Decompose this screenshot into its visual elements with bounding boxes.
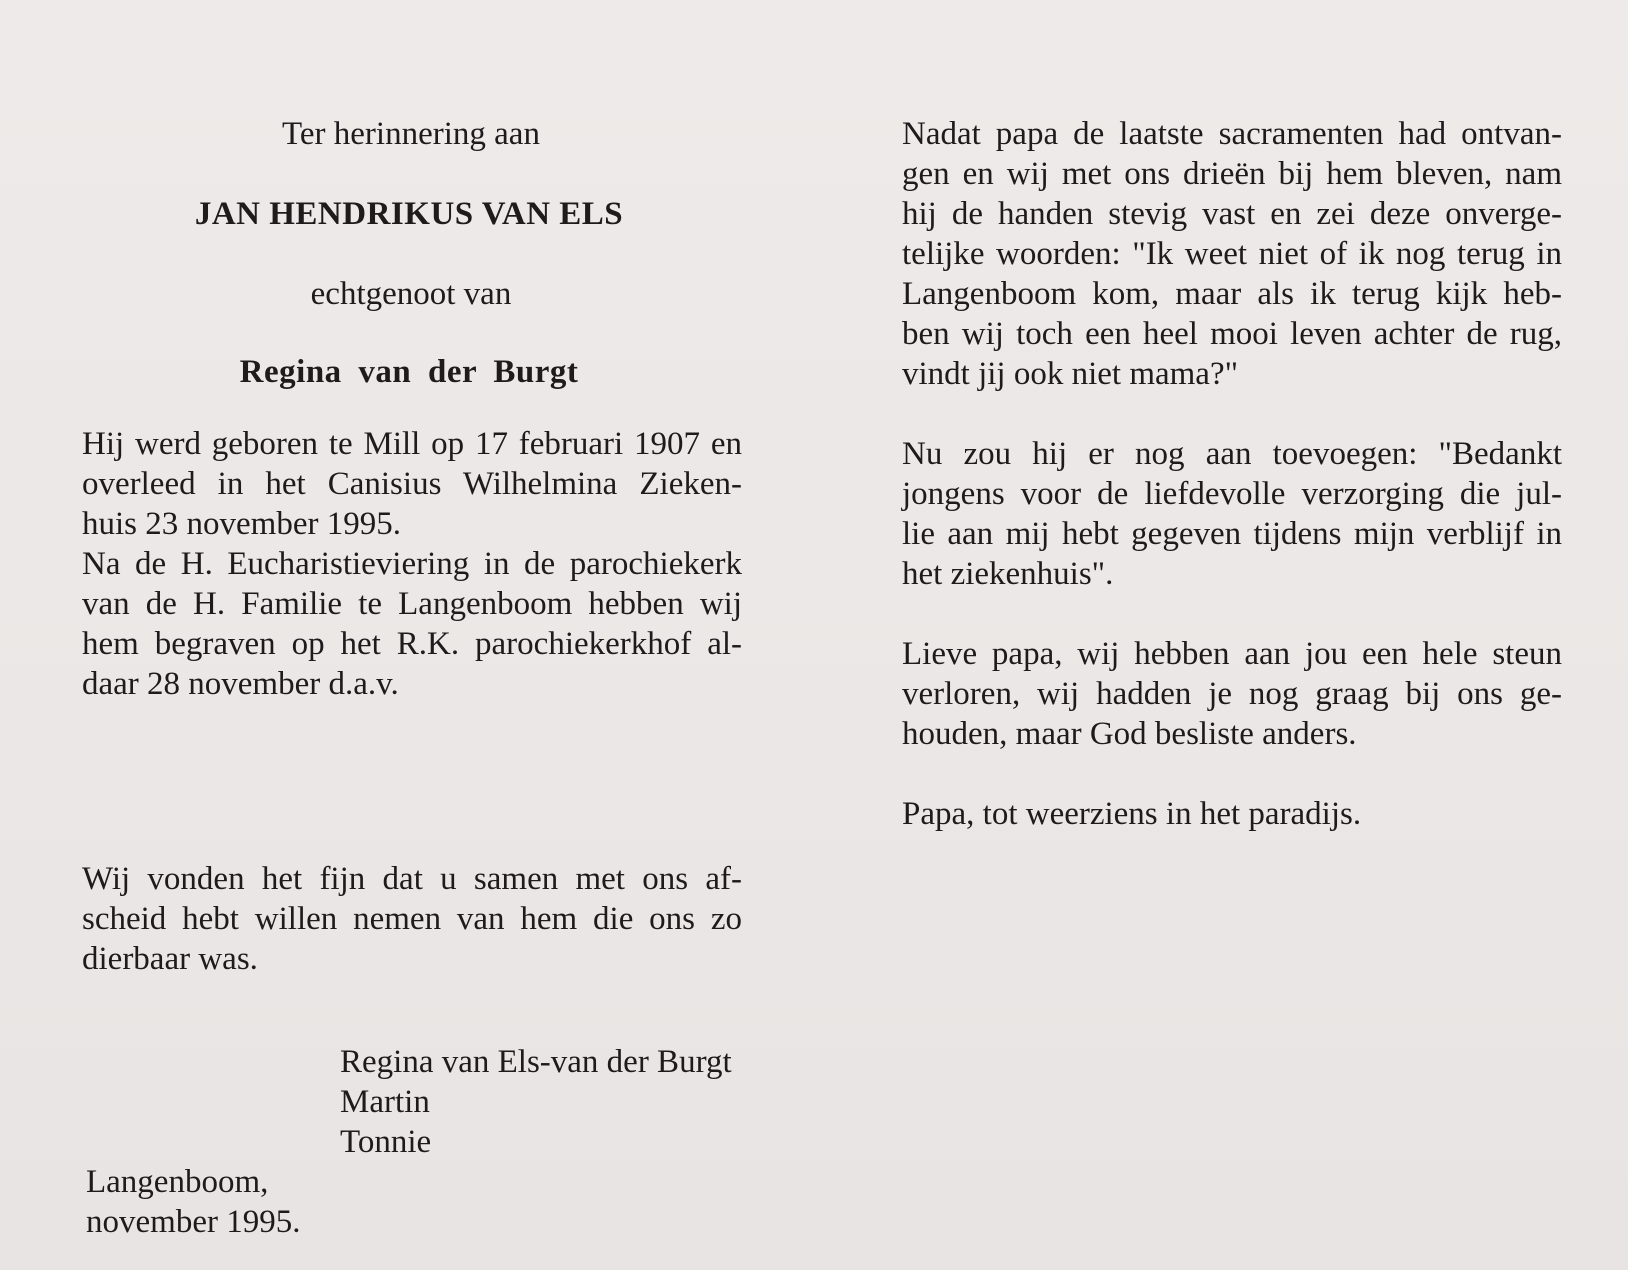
- bio-line: huis 23 november 1995.: [82, 506, 401, 542]
- place-date: [86, 1162, 300, 1242]
- bio-line: hem begraven op het R.K. parochiekerkhof al-: [82, 626, 742, 662]
- signatory-name: Tonnie: [340, 1124, 432, 1160]
- text-line: telijke woorden: "Ik weet niet of ik nog terug in: [902, 236, 1562, 272]
- last-words-paragraph: [902, 114, 1562, 394]
- date-text: november 1995.: [86, 1204, 301, 1240]
- farewell-paragraph: [902, 634, 1562, 754]
- bio-line: daar 28 november d.a.v.: [82, 666, 399, 702]
- closing-line: Papa, tot weerziens in het paradijs.: [902, 796, 1362, 832]
- intro-text: Ter herinnering aan: [282, 116, 540, 152]
- signatory-name: Regina van Els-van der Burgt: [340, 1044, 732, 1080]
- right-panel: [902, 114, 1562, 834]
- thanks-line: dierbaar was.: [82, 941, 258, 977]
- text-line: gen en wij met ons drieën bij hem bleven, nam: [902, 156, 1562, 192]
- bio-line: overleed in het Canisius Wilhelmina Zieken-: [82, 466, 742, 502]
- thanks-line: scheid hebt willen nemen van hem die ons zo: [82, 901, 742, 937]
- text-line: lie aan mij hebt gegeven tijdens mijn verblijf in: [902, 516, 1562, 552]
- biography-paragraph: [82, 424, 742, 704]
- thanks-paragraph: [82, 859, 742, 979]
- text-line: het ziekenhuis".: [902, 556, 1114, 592]
- deceased-name: JAN HENDRIKUS VAN ELS: [194, 196, 624, 232]
- spouse-name: Regina van der Burgt: [239, 354, 579, 390]
- text-line: Nu zou hij er nog aan toevoegen: "Bedankt: [902, 436, 1562, 472]
- text-line: ben wij toch een heel mooi leven achter de rug,: [902, 316, 1562, 352]
- bio-line: Hij werd geboren te Mill op 17 februari 1907 en: [82, 426, 742, 462]
- signatory-name: Martin: [340, 1084, 430, 1120]
- text-line: jongens voor de liefdevolle verzorging die jul-: [902, 476, 1562, 512]
- left-panel: [82, 114, 742, 979]
- gratitude-paragraph: [902, 434, 1562, 594]
- bio-line: Na de H. Eucharistieviering in de parochiekerk: [82, 546, 742, 582]
- place-text: Langenboom,: [86, 1164, 269, 1200]
- text-line: verloren, wij hadden je nog graag bij ons ge-: [902, 676, 1562, 712]
- relation-text: echtgenoot van: [310, 276, 512, 312]
- text-line: vindt jij ook niet mama?": [902, 356, 1239, 392]
- signatories: [340, 1042, 760, 1162]
- bio-line: van de H. Familie te Langenboom hebben wij: [82, 586, 742, 622]
- text-line: Lieve papa, wij hebben aan jou een hele steun: [902, 636, 1562, 672]
- text-line: hij de handen stevig vast en zei deze onverge-: [902, 196, 1562, 232]
- text-line: houden, maar God besliste anders.: [902, 716, 1357, 752]
- text-line: Langenboom kom, maar als ik terug kijk heb-: [902, 276, 1562, 312]
- text-line: Nadat papa de laatste sacramenten had ontvan-: [902, 116, 1562, 152]
- thanks-line: Wij vonden het fijn dat u samen met ons af-: [82, 861, 742, 897]
